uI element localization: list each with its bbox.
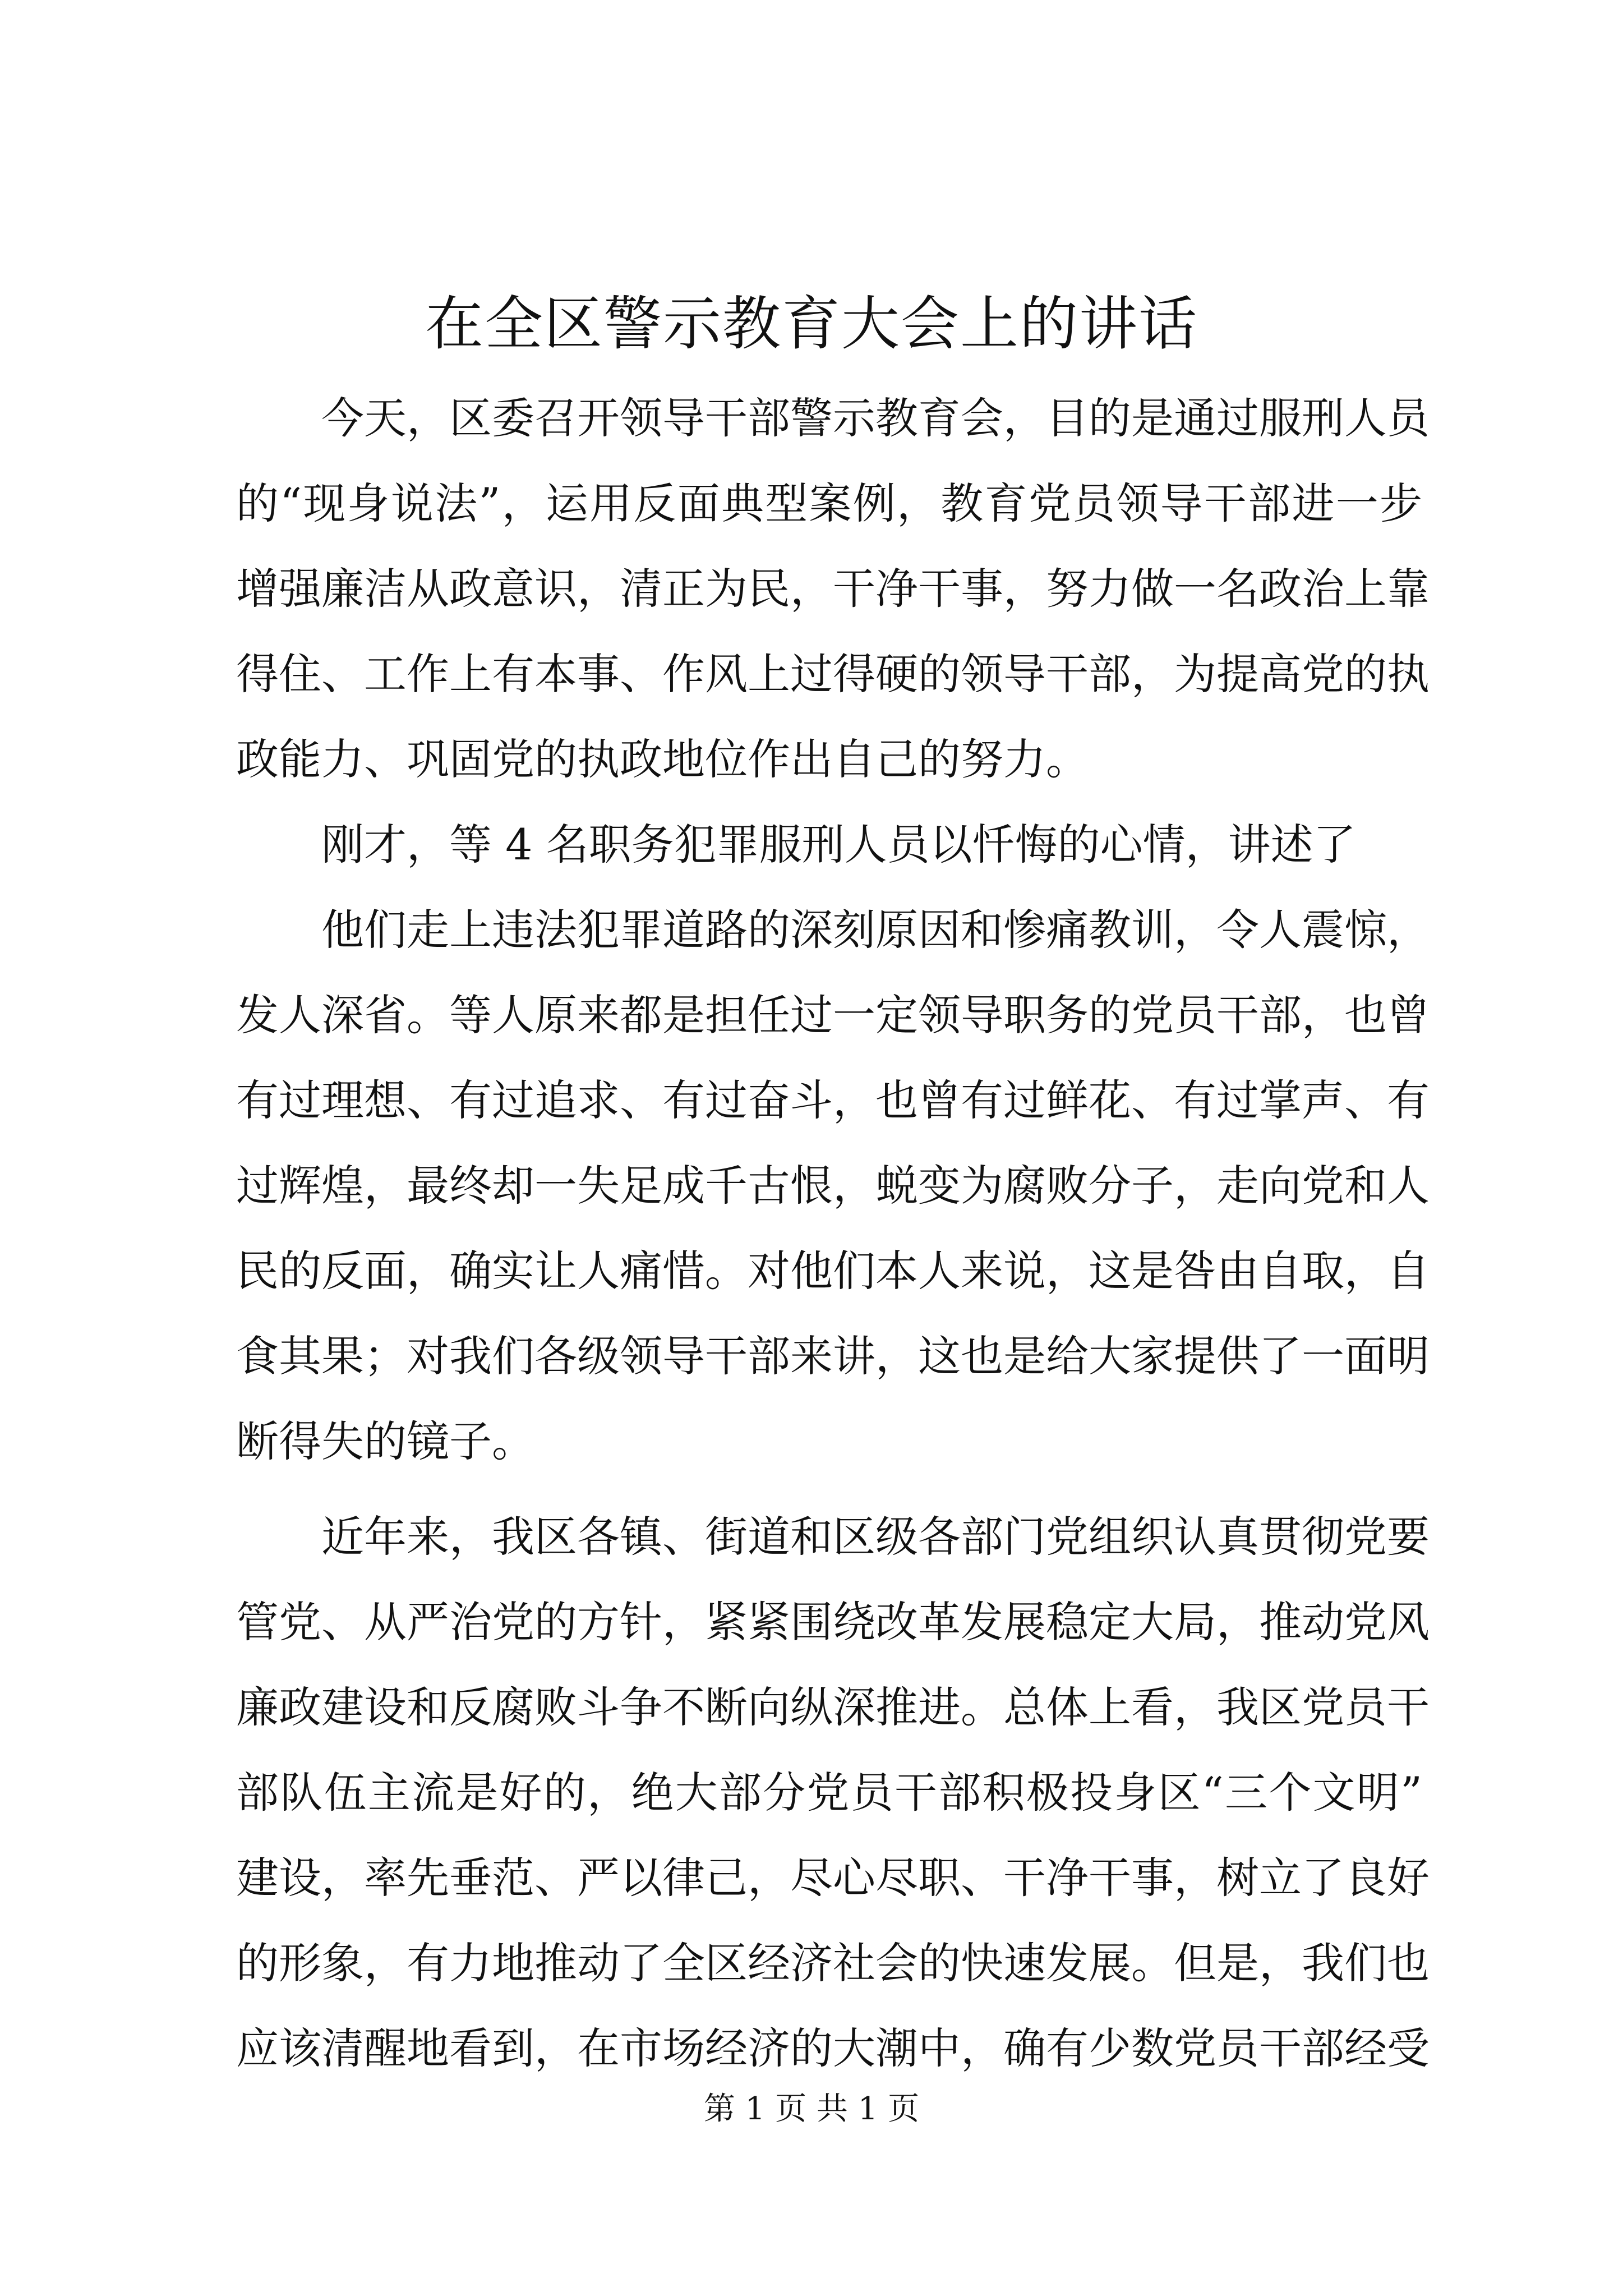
paragraph-line: 得住、工作上有本事、作风上过得硬的领导干部，为提高党的执	[236, 649, 1430, 699]
paragraph-line: 发人深省。等人原来都是担任过一定领导职务的党员干部，也曾	[236, 990, 1430, 1040]
paragraph-line: 有过理想、有过追求、有过奋斗，也曾有过鲜花、有过掌声、有	[236, 1075, 1430, 1125]
paragraph-line: 刚才，等 4 名职务犯罪服刑人员以忏悔的心情，讲述了	[321, 820, 1356, 869]
paragraph-line: 的“现身说法”，运用反面典型案例，教育党员领导干部进一步	[236, 478, 1422, 528]
document-title: 在全区警示教育大会上的讲话	[425, 289, 1198, 358]
paragraph-line: 增强廉洁从政意识，清正为民，干净干事，努力做一名政治上靠	[236, 564, 1430, 614]
paragraph-line: 过辉煌，最终却一失足成千古恨，蜕变为腐败分子，走向党和人	[236, 1161, 1430, 1211]
paragraph-line: 部队伍主流是好的，绝大部分党员干部积极投身区“三个文明”	[236, 1768, 1422, 1818]
paragraph-line: 断得失的镜子。	[236, 1416, 534, 1466]
paragraph-line: 今天，区委召开领导干部警示教育会，目的是通过服刑人员	[321, 393, 1430, 443]
paragraph-line: 近年来，我区各镇、街道和区级各部门党组织认真贯彻党要	[321, 1512, 1430, 1562]
page-footer: 第 1 页 共 1 页	[703, 2091, 920, 2127]
paragraph-line: 应该清醒地看到，在市场经济的大潮中，确有少数党员干部经受	[236, 2023, 1430, 2073]
paragraph-line: 的形象，有力地推动了全区经济社会的快速发展。但是，我们也	[236, 1938, 1430, 1988]
paragraph-line: 建设，率先垂范、严以律己，尽心尽职、干净干事，树立了良好	[236, 1853, 1430, 1903]
paragraph-line: 他们走上违法犯罪道路的深刻原因和惨痛教训，令人震惊，	[321, 905, 1430, 955]
document-body	[236, 376, 1430, 2091]
paragraph-line: 民的反面，确实让人痛惜。对他们本人来说，这是咎由自取，自	[236, 1246, 1430, 1296]
paragraph-line: 管党、从严治党的方针，紧紧围绕改革发展稳定大局，推动党风	[236, 1597, 1430, 1647]
paragraph-line: 政能力、巩固党的执政地位作出自己的努力。	[236, 734, 1089, 784]
paragraph-line: 食其果；对我们各级领导干部来讲，这也是给大家提供了一面明	[236, 1331, 1430, 1381]
paragraph-line: 廉政建设和反腐败斗争不断向纵深推进。总体上看，我区党员干	[236, 1682, 1430, 1732]
